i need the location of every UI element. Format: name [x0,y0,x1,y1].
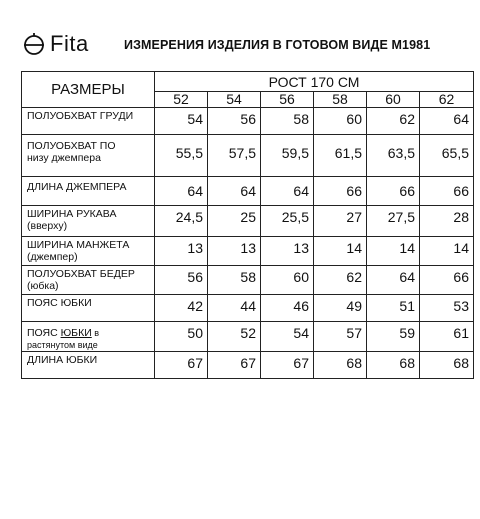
table-row [22,295,474,322]
value-cell: 63,5 [367,135,420,177]
size-header-cell: 52 [155,92,208,108]
value-cell: 28 [420,206,474,237]
value-cell: 65,5 [420,135,474,177]
page-title: ИЗМЕРЕНИЯ ИЗДЕЛИЯ В ГОТОВОМ ВИДЕ М1981 [124,38,431,52]
value-cell: 56 [155,266,208,295]
size-header-cell: 60 [367,92,420,108]
table-row [22,322,474,352]
table-row [22,237,474,266]
sizes-header: РАЗМЕРЫ [22,72,155,108]
size-header-cell: 62 [420,92,474,108]
fita-logo-icon [22,32,46,56]
value-cell: 62 [314,266,367,295]
value-cell: 61 [420,322,474,352]
value-cell: 59 [367,322,420,352]
value-cell: 13 [208,237,261,266]
value-cell: 68 [314,352,367,379]
value-cell: 53 [420,295,474,322]
height-header: РОСТ 170 СМ [155,72,474,92]
brand-logo [22,30,114,58]
row-label: ПОЛУОБХВАТ ГРУДИ [22,108,155,135]
value-cell: 25,5 [261,206,314,237]
value-cell: 66 [420,177,474,206]
value-cell: 61,5 [314,135,367,177]
value-cell: 64 [367,266,420,295]
value-cell: 25 [208,206,261,237]
size-header-cell: 58 [314,92,367,108]
value-cell: 66 [314,177,367,206]
value-cell: 51 [367,295,420,322]
table-row [22,266,474,295]
value-cell: 62 [367,108,420,135]
value-cell: 67 [261,352,314,379]
underlined-word: ЮБКИ [60,327,92,339]
value-cell: 66 [420,266,474,295]
value-cell: 59,5 [261,135,314,177]
value-cell: 14 [367,237,420,266]
size-header-cell: 54 [208,92,261,108]
value-cell: 66 [367,177,420,206]
size-header-cell: 56 [261,92,314,108]
value-cell: 67 [208,352,261,379]
value-cell: 55,5 [155,135,208,177]
table-row [22,177,474,206]
value-cell: 14 [314,237,367,266]
value-cell: 58 [208,266,261,295]
value-cell: 68 [367,352,420,379]
value-cell: 60 [261,266,314,295]
value-cell: 13 [155,237,208,266]
row-label: ПОЯС ЮБКИ [22,295,155,322]
value-cell: 67 [155,352,208,379]
row-label: ШИРИНА РУКАВА (вверху) [22,206,155,237]
value-cell: 46 [261,295,314,322]
value-cell: 68 [420,352,474,379]
value-cell: 42 [155,295,208,322]
row-label: ПОЛУОБХВАТ ПО низу джемпера [22,135,155,177]
value-cell: 60 [314,108,367,135]
value-cell: 50 [155,322,208,352]
row-label: ДЛИНА ДЖЕМПЕРА [22,177,155,206]
value-cell: 54 [155,108,208,135]
value-cell: 49 [314,295,367,322]
row-label: ШИРИНА МАНЖЕТА (джемпер) [22,237,155,266]
size-table [21,71,474,379]
value-cell: 57,5 [208,135,261,177]
table-row [22,352,474,379]
value-cell: 54 [261,322,314,352]
table-row [22,108,474,135]
table-header-row [22,72,474,92]
value-cell: 44 [208,295,261,322]
value-cell: 27,5 [367,206,420,237]
value-cell: 27 [314,206,367,237]
row-label: ПОЯС ЮБКИ в растянутом виде [22,322,155,352]
value-cell: 13 [261,237,314,266]
value-cell: 24,5 [155,206,208,237]
table-row [22,206,474,237]
value-cell: 57 [314,322,367,352]
value-cell: 56 [208,108,261,135]
value-cell: 58 [261,108,314,135]
page-header [0,0,480,62]
value-cell: 52 [208,322,261,352]
value-cell: 64 [420,108,474,135]
value-cell: 64 [208,177,261,206]
value-cell: 64 [261,177,314,206]
row-label: ДЛИНА ЮБКИ [22,352,155,379]
value-cell: 64 [155,177,208,206]
table-row [22,135,474,177]
value-cell: 14 [420,237,474,266]
row-label: ПОЛУОБХВАТ БЕДЕР (юбка) [22,266,155,295]
brand-name: Fita [50,31,89,56]
